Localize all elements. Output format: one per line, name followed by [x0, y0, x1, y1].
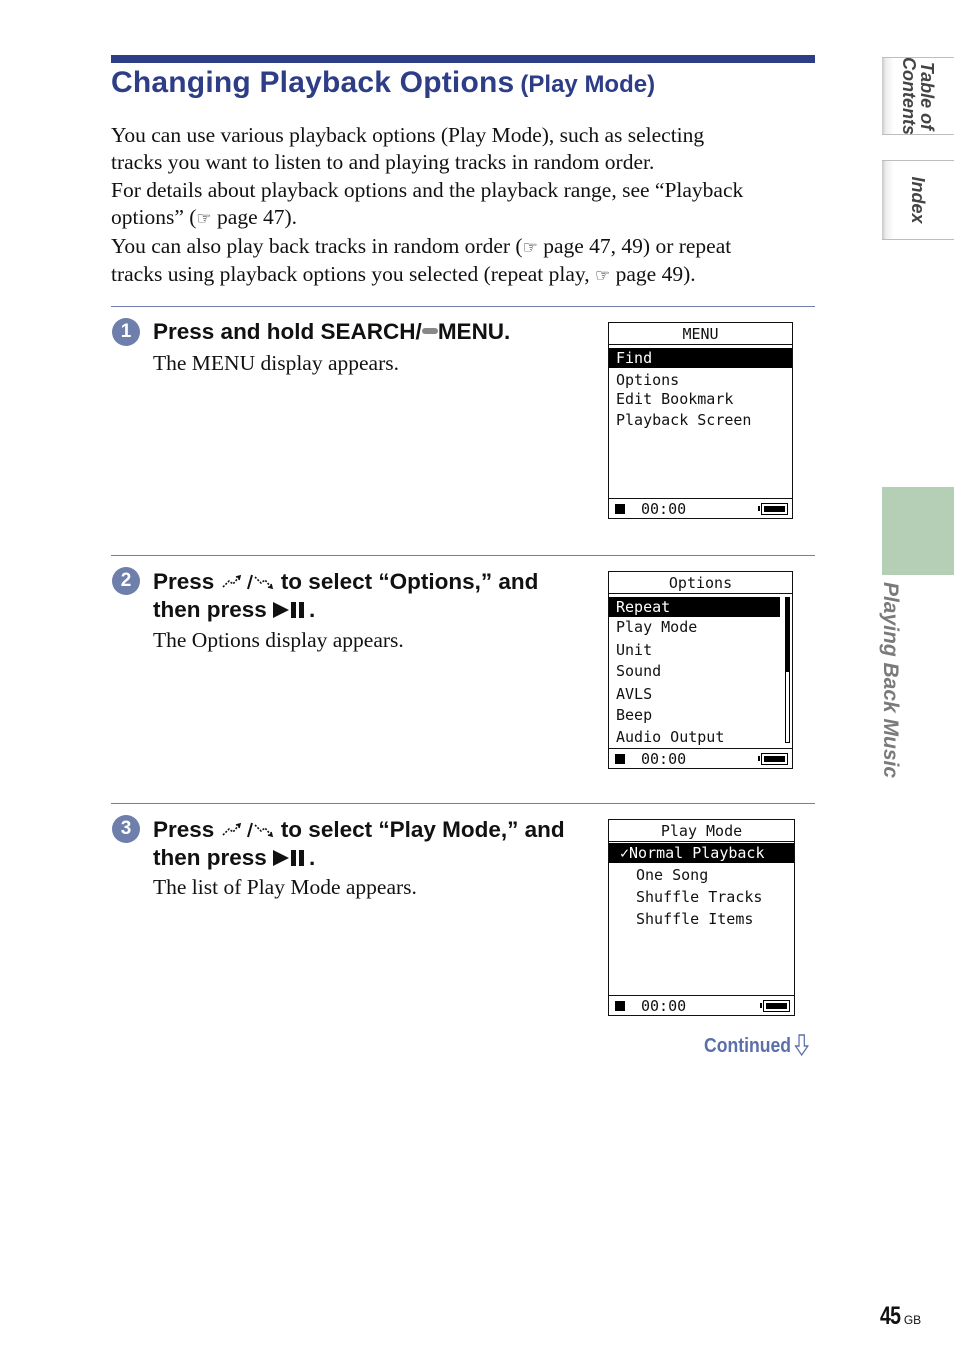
page-title-sub: (Play Mode) — [520, 71, 656, 98]
table-of-contents-tab[interactable]: Table of Contents — [882, 57, 954, 135]
screen-item-edit-bookmark: Edit Bookmark — [616, 390, 734, 408]
stop-icon — [615, 754, 625, 764]
page-number: 45 GB — [880, 1302, 922, 1330]
intro-line: tracks using playback options you selected (repeat play, ☞ page 49). — [111, 262, 696, 287]
hand-pointer-icon: ☞ — [522, 237, 538, 257]
elapsed-time: 00:00 — [641, 750, 687, 768]
screen-scrollbar — [785, 597, 790, 743]
screen-item-playback-screen: Playback Screen — [616, 411, 752, 429]
section-divider — [111, 306, 815, 307]
screen-status-bar — [609, 748, 792, 768]
step-number-2: 2 — [112, 567, 140, 595]
screen-item-one-song: One Song — [636, 866, 709, 884]
intro-line: You can use various playback options (Play Mode), such as selecting — [111, 123, 705, 147]
scrollbar-thumb — [786, 598, 789, 672]
step-number-3: 3 — [112, 815, 140, 843]
screen-item-avls: AVLS — [616, 685, 653, 703]
step-2-description: The Options display appears. — [153, 628, 404, 652]
screen-item-audio-output: Audio Output — [616, 728, 725, 746]
down-arrow-icon — [795, 1034, 809, 1056]
step-1-description: The MENU display appears. — [153, 351, 399, 375]
step-1-heading: Press and hold SEARCH/ MENU. — [153, 319, 511, 344]
elapsed-time: 00:00 — [641, 997, 687, 1015]
page-title — [111, 66, 655, 100]
hand-pointer-icon: ☞ — [196, 209, 212, 229]
up-down-arrows-icon — [221, 821, 275, 839]
screen-item-normal-playback: ✓Normal Playback — [609, 843, 794, 863]
screen-item-options: Options — [616, 371, 680, 389]
play-pause-icon — [273, 849, 309, 867]
step-3-heading: Press to select “Play Mode,” and then press . — [153, 817, 565, 870]
screen-item-shuffle-tracks: Shuffle Tracks — [636, 888, 763, 906]
page-title-main: Changing Playback Options — [111, 66, 515, 99]
screen-item-find: Find — [609, 348, 792, 368]
step-number-1: 1 — [112, 318, 140, 346]
intro-paragraph — [111, 122, 821, 289]
elapsed-time: 00:00 — [641, 500, 687, 518]
index-tab[interactable]: Index — [882, 160, 954, 240]
screen-status-bar — [609, 995, 794, 1015]
step-3-description: The list of Play Mode appears. — [153, 875, 417, 899]
hand-pointer-icon: ☞ — [595, 266, 611, 286]
step-2-heading: Press to select “Options,” and then press . — [153, 569, 539, 622]
battery-icon — [761, 503, 788, 515]
intro-line: You can also play back tracks in random order (☞ page 47, 49) or repeat — [111, 233, 732, 258]
continued-label: Continued — [704, 1034, 809, 1058]
heading-rule — [111, 55, 815, 63]
check-icon: ✓ — [620, 844, 630, 862]
stop-icon — [615, 1001, 625, 1011]
screen-status-bar — [609, 498, 792, 518]
play-pause-icon — [273, 601, 309, 619]
screen-title: MENU — [609, 323, 792, 345]
screen-item-beep: Beep — [616, 706, 653, 724]
screen-item-sound: Sound — [616, 662, 662, 680]
screen-item-unit: Unit — [616, 641, 653, 659]
play-mode-screen — [608, 819, 795, 1016]
battery-icon — [763, 1000, 790, 1012]
stop-icon — [615, 504, 625, 514]
battery-icon — [761, 753, 788, 765]
intro-line: For details about playback options and the playback range, see “Playback — [111, 177, 744, 202]
section-tab-marker — [882, 487, 954, 575]
screen-title: Play Mode — [609, 820, 794, 842]
intro-line: tracks you want to listen to and playing tracks in random order. — [111, 150, 655, 175]
screen-title: Options — [609, 572, 792, 594]
dash-icon — [422, 326, 438, 336]
section-label: Playing Back Music — [879, 581, 902, 779]
screen-item-repeat: Repeat — [609, 597, 780, 617]
intro-line: options” (☞ page 47). — [111, 205, 298, 230]
section-divider — [111, 803, 815, 804]
screen-item-play-mode: Play Mode — [616, 618, 698, 636]
section-divider — [111, 555, 815, 556]
up-down-arrows-icon — [221, 573, 275, 591]
menu-screen — [608, 322, 793, 519]
options-screen — [608, 571, 793, 769]
screen-item-shuffle-items: Shuffle Items — [636, 910, 754, 928]
